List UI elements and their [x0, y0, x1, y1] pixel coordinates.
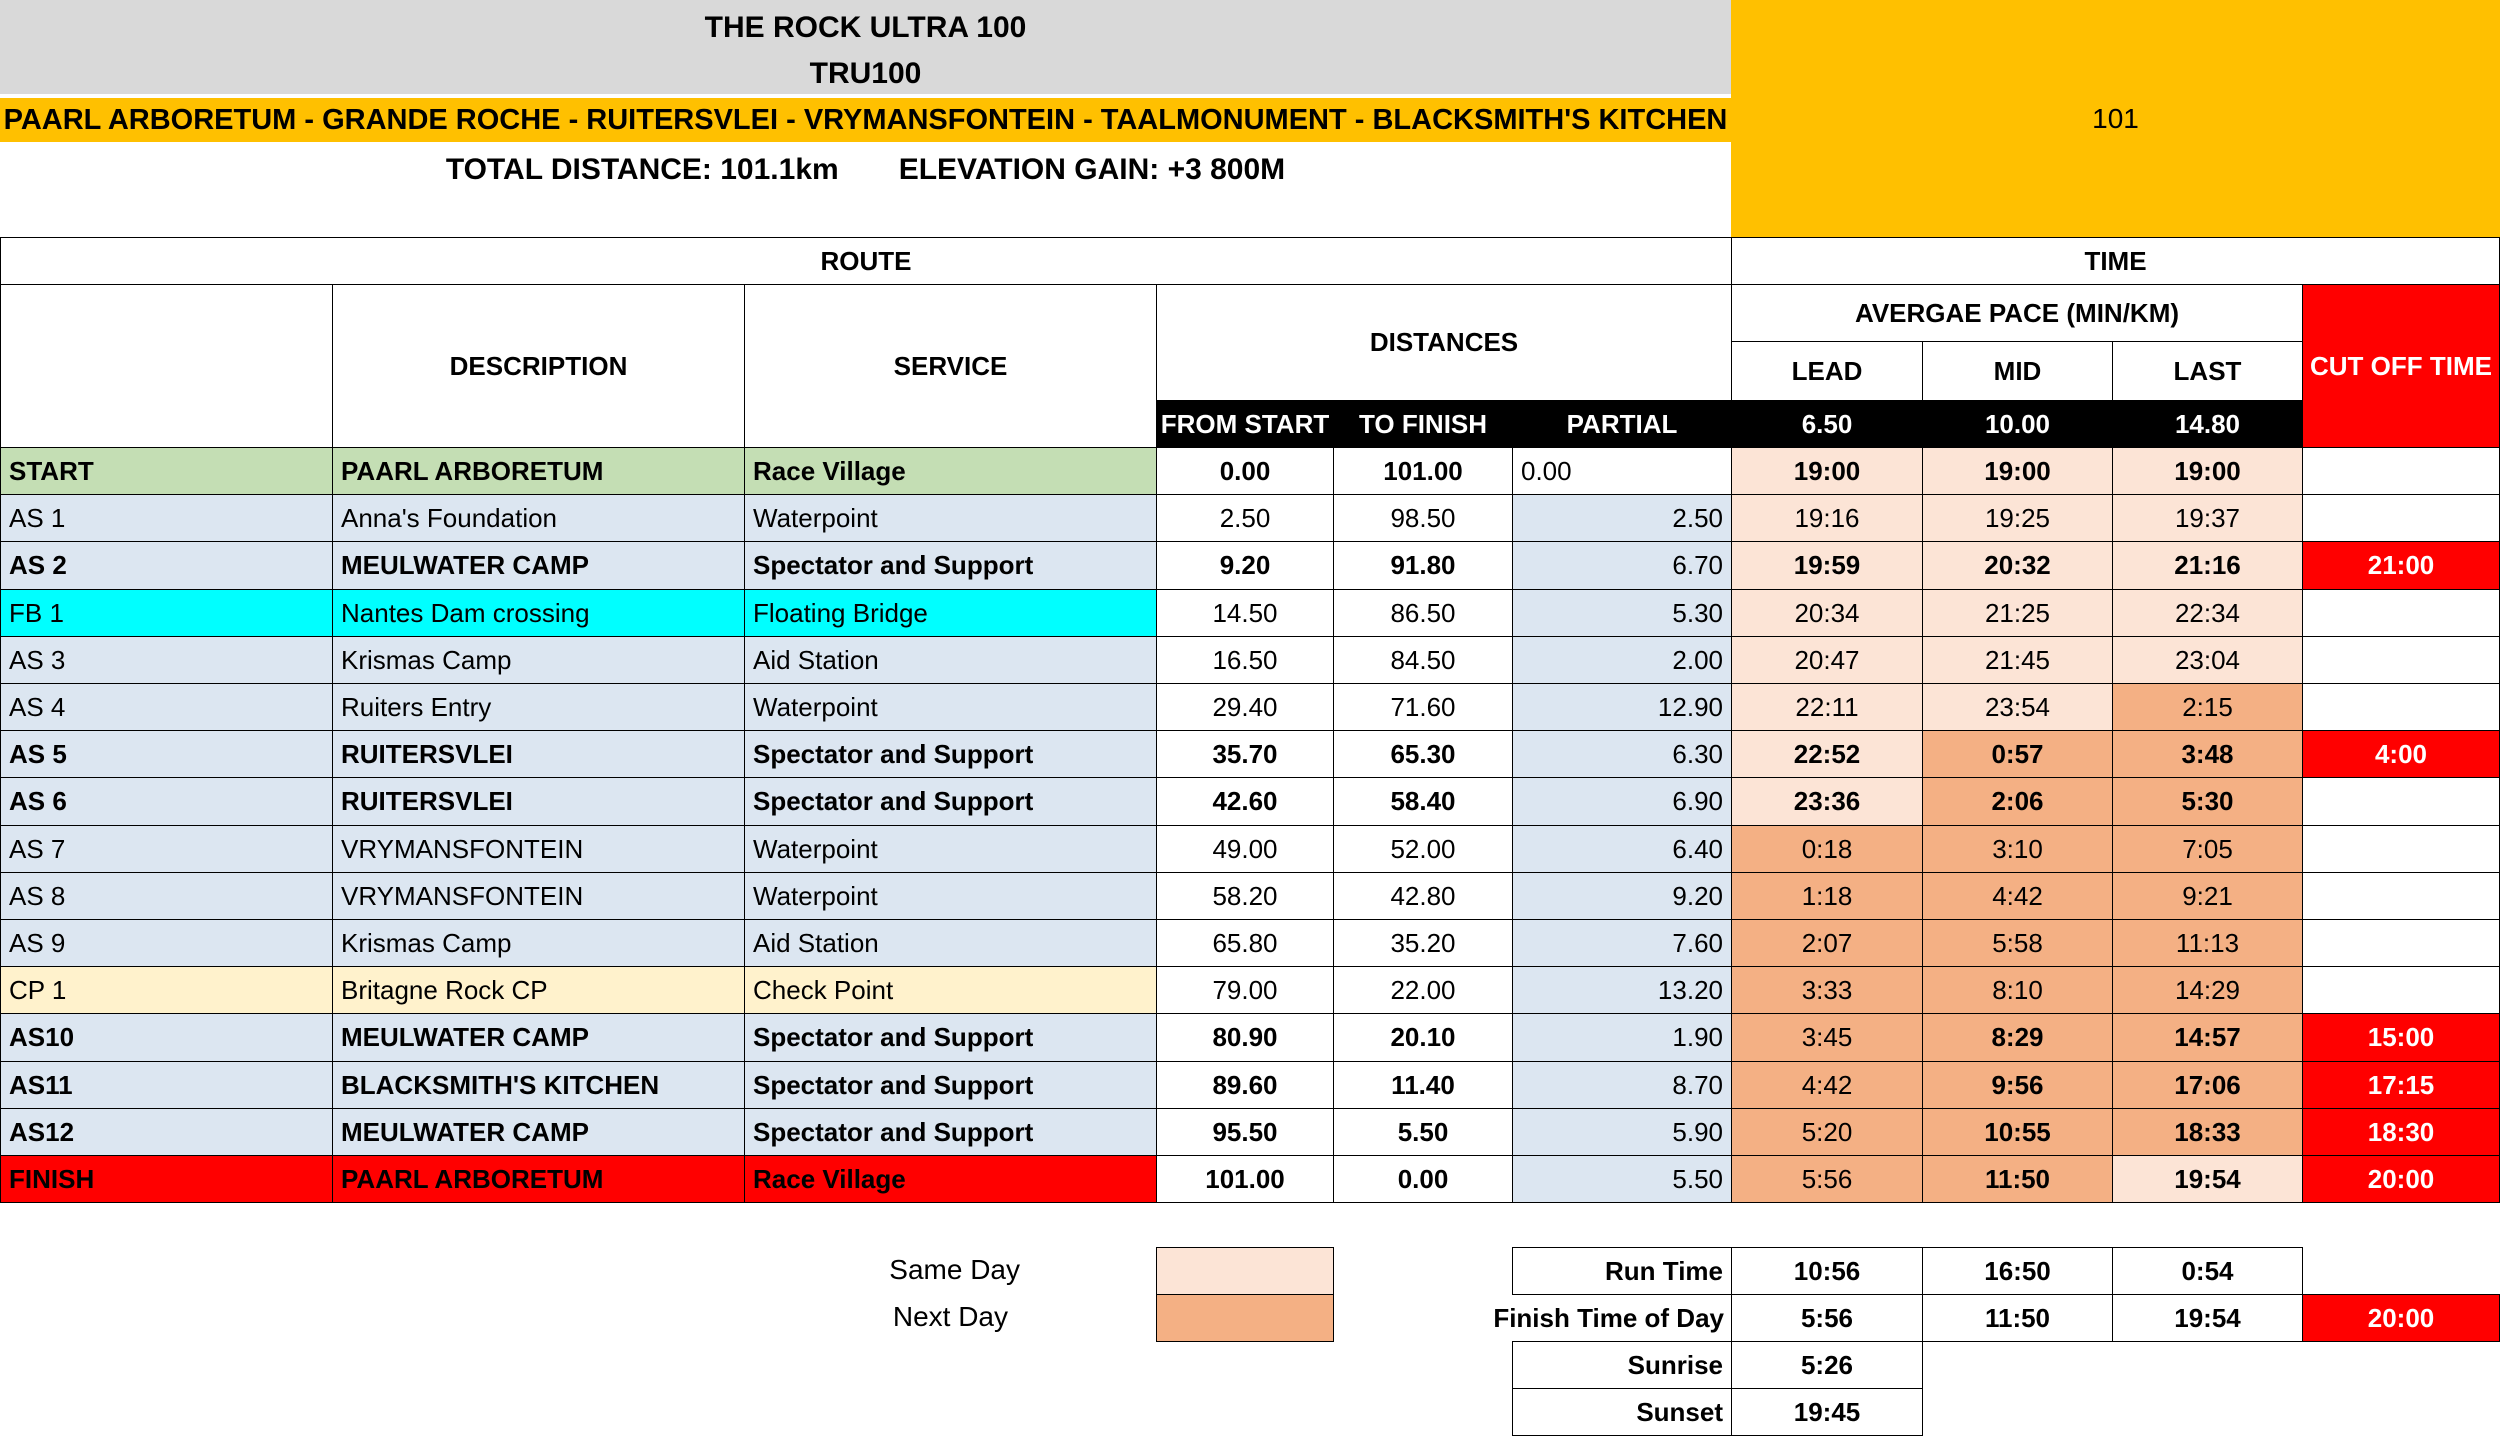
- cell-last: 19:37: [2112, 494, 2303, 542]
- cell-service: Spectator and Support: [744, 1108, 1157, 1156]
- elevation-gain: ELEVATION GAIN: +3 800M: [898, 153, 1286, 186]
- sunset-time: 19:45: [1731, 1388, 1923, 1436]
- cell-cutoff: [2302, 683, 2500, 731]
- cell-mid: 21:25: [1922, 589, 2113, 637]
- cell-from: 65.80: [1156, 919, 1334, 967]
- cell-from: 101.00: [1156, 1155, 1334, 1203]
- cell-mid: 9:56: [1922, 1061, 2113, 1109]
- cell-lead: 22:11: [1731, 683, 1923, 731]
- cell-lead: 20:34: [1731, 589, 1923, 637]
- last-header: LAST: [2112, 341, 2303, 401]
- cell-service: Waterpoint: [744, 872, 1157, 920]
- finish-time-last: 19:54: [2112, 1294, 2303, 1342]
- cell-desc: Nantes Dam crossing: [332, 589, 745, 637]
- cell-service: Spectator and Support: [744, 730, 1157, 778]
- cell-service: Spectator and Support: [744, 1013, 1157, 1062]
- cell-from: 14.50: [1156, 589, 1334, 637]
- cell-service: Spectator and Support: [744, 541, 1157, 590]
- cell-desc: Britagne Rock CP: [332, 966, 745, 1014]
- run-time-lead: 10:56: [1731, 1247, 1923, 1295]
- cell-desc: BLACKSMITH'S KITCHEN: [332, 1061, 745, 1109]
- cell-desc: MEULWATER CAMP: [332, 1108, 745, 1156]
- cell-cutoff: 20:00: [2302, 1155, 2500, 1203]
- cell-to: 42.80: [1333, 872, 1513, 920]
- cell-lead: 22:52: [1731, 730, 1923, 778]
- cell-cutoff: 18:30: [2302, 1108, 2500, 1156]
- pace-mid: 10.00: [1922, 400, 2113, 448]
- cell-lead: 3:45: [1731, 1013, 1923, 1062]
- from-start-header: FROM START: [1156, 400, 1334, 448]
- cell-mid: 21:45: [1922, 636, 2113, 684]
- cell-desc: RUITERSVLEI: [332, 730, 745, 778]
- cell-mid: 0:57: [1922, 730, 2113, 778]
- cell-id: AS 7: [0, 825, 333, 873]
- cell-to: 5.50: [1333, 1108, 1513, 1156]
- finish-time-lead: 5:56: [1731, 1294, 1923, 1342]
- cell-service: Aid Station: [744, 919, 1157, 967]
- legend-next-day-swatch: [1156, 1294, 1334, 1342]
- cell-id: START: [0, 447, 333, 495]
- cell-to: 98.50: [1333, 494, 1513, 542]
- cell-mid: 11:50: [1922, 1155, 2113, 1203]
- cell-lead: 19:16: [1731, 494, 1923, 542]
- cell-id: AS 4: [0, 683, 333, 731]
- cell-id: AS 1: [0, 494, 333, 542]
- sunrise-label: Sunrise: [1512, 1341, 1732, 1389]
- finish-time-label: Finish Time of Day: [1493, 1302, 1724, 1333]
- cell-id: AS 3: [0, 636, 333, 684]
- cutoff-header: CUT OFF TIME: [2302, 284, 2500, 448]
- cell-mid: 5:58: [1922, 919, 2113, 967]
- cell-service: Race Village: [744, 447, 1157, 495]
- cell-lead: 5:56: [1731, 1155, 1923, 1203]
- cell-cutoff: 4:00: [2302, 730, 2500, 778]
- cell-cutoff: [2302, 636, 2500, 684]
- cell-partial: 2.50: [1512, 494, 1732, 542]
- cell-id: CP 1: [0, 966, 333, 1014]
- cell-lead: 20:47: [1731, 636, 1923, 684]
- cell-mid: 4:42: [1922, 872, 2113, 920]
- blank-header: [0, 284, 333, 448]
- cell-to: 52.00: [1333, 825, 1513, 873]
- cell-mid: 10:55: [1922, 1108, 2113, 1156]
- cell-lead: 19:59: [1731, 541, 1923, 590]
- legend-same-day-swatch: [1156, 1247, 1334, 1295]
- finish-cutoff: 20:00: [2302, 1294, 2500, 1342]
- cell-id: AS10: [0, 1013, 333, 1062]
- cell-last: 7:05: [2112, 825, 2303, 873]
- cell-partial: 7.60: [1512, 919, 1732, 967]
- cell-id: AS 9: [0, 919, 333, 967]
- to-finish-header: TO FINISH: [1333, 400, 1513, 448]
- avg-pace-header: AVERGAE PACE (MIN/KM): [1731, 284, 2303, 342]
- cell-desc: RUITERSVLEI: [332, 777, 745, 826]
- cell-lead: 4:42: [1731, 1061, 1923, 1109]
- cell-service: Aid Station: [744, 636, 1157, 684]
- sunrise-time: 5:26: [1731, 1341, 1923, 1389]
- cell-from: 79.00: [1156, 966, 1334, 1014]
- cell-last: 23:04: [2112, 636, 2303, 684]
- cell-last: 19:54: [2112, 1155, 2303, 1203]
- cell-last: 22:34: [2112, 589, 2303, 637]
- cell-lead: 2:07: [1731, 919, 1923, 967]
- cell-partial: 2.00: [1512, 636, 1732, 684]
- race-number: 101: [2092, 102, 2139, 134]
- cell-partial: 13.20: [1512, 966, 1732, 1014]
- cell-desc: MEULWATER CAMP: [332, 1013, 745, 1062]
- cell-id: FB 1: [0, 589, 333, 637]
- stats-line: [0, 145, 1731, 195]
- cell-from: 0.00: [1156, 447, 1334, 495]
- cell-to: 22.00: [1333, 966, 1513, 1014]
- cell-desc: VRYMANSFONTEIN: [332, 825, 745, 873]
- cell-last: 11:13: [2112, 919, 2303, 967]
- cell-lead: 1:18: [1731, 872, 1923, 920]
- cell-id: AS 5: [0, 730, 333, 778]
- cell-cutoff: [2302, 919, 2500, 967]
- mid-header: MID: [1922, 341, 2113, 401]
- cell-last: 21:16: [2112, 541, 2303, 590]
- cell-id: AS 8: [0, 872, 333, 920]
- cell-desc: Krismas Camp: [332, 919, 745, 967]
- cell-from: 58.20: [1156, 872, 1334, 920]
- cell-from: 42.60: [1156, 777, 1334, 826]
- cell-lead: 23:36: [1731, 777, 1923, 826]
- cell-desc: Krismas Camp: [332, 636, 745, 684]
- cell-last: 14:57: [2112, 1013, 2303, 1062]
- cell-partial: 5.90: [1512, 1108, 1732, 1156]
- cell-to: 11.40: [1333, 1061, 1513, 1109]
- cell-partial: 1.90: [1512, 1013, 1732, 1062]
- cell-lead: 19:00: [1731, 447, 1923, 495]
- cell-to: 35.20: [1333, 919, 1513, 967]
- cell-partial: 5.50: [1512, 1155, 1732, 1203]
- cell-service: Race Village: [744, 1155, 1157, 1203]
- run-time-mid: 16:50: [1922, 1247, 2113, 1295]
- cell-cutoff: [2302, 966, 2500, 1014]
- cell-from: 2.50: [1156, 494, 1334, 542]
- cell-cutoff: [2302, 589, 2500, 637]
- cell-service: Spectator and Support: [744, 1061, 1157, 1109]
- cell-service: Floating Bridge: [744, 589, 1157, 637]
- cell-mid: 8:29: [1922, 1013, 2113, 1062]
- cell-from: 29.40: [1156, 683, 1334, 731]
- cell-cutoff: [2302, 494, 2500, 542]
- cell-cutoff: [2302, 825, 2500, 873]
- cell-to: 86.50: [1333, 589, 1513, 637]
- cell-to: 65.30: [1333, 730, 1513, 778]
- pace-lead: 6.50: [1731, 400, 1923, 448]
- legend-same-day-label: Same Day: [889, 1254, 1020, 1285]
- cell-id: AS 2: [0, 541, 333, 590]
- cell-partial: 6.40: [1512, 825, 1732, 873]
- cell-mid: 2:06: [1922, 777, 2113, 826]
- cell-cutoff: [2302, 872, 2500, 920]
- cell-to: 71.60: [1333, 683, 1513, 731]
- cell-lead: 5:20: [1731, 1108, 1923, 1156]
- cell-mid: 19:25: [1922, 494, 2113, 542]
- service-header: SERVICE: [744, 284, 1157, 448]
- cell-to: 84.50: [1333, 636, 1513, 684]
- total-distance: TOTAL DISTANCE: 101.1km: [445, 153, 839, 186]
- cell-last: 14:29: [2112, 966, 2303, 1014]
- cell-partial: 12.90: [1512, 683, 1732, 731]
- lead-header: LEAD: [1731, 341, 1923, 401]
- cell-service: Waterpoint: [744, 825, 1157, 873]
- cell-cutoff: [2302, 777, 2500, 826]
- cell-last: 19:00: [2112, 447, 2303, 495]
- cell-from: 80.90: [1156, 1013, 1334, 1062]
- cell-service: Check Point: [744, 966, 1157, 1014]
- cell-cutoff: 21:00: [2302, 541, 2500, 590]
- cell-cutoff: [2302, 447, 2500, 495]
- cell-cutoff: 15:00: [2302, 1013, 2500, 1062]
- cell-mid: 23:54: [1922, 683, 2113, 731]
- cell-partial: 8.70: [1512, 1061, 1732, 1109]
- cell-desc: PAARL ARBORETUM: [332, 1155, 745, 1203]
- cell-desc: PAARL ARBORETUM: [332, 447, 745, 495]
- cell-lead: 0:18: [1731, 825, 1923, 873]
- cell-last: 9:21: [2112, 872, 2303, 920]
- cell-partial: 6.90: [1512, 777, 1732, 826]
- cell-to: 58.40: [1333, 777, 1513, 826]
- distances-header: DISTANCES: [1156, 284, 1732, 401]
- cell-from: 35.70: [1156, 730, 1334, 778]
- cell-to: 0.00: [1333, 1155, 1513, 1203]
- cell-last: 18:33: [2112, 1108, 2303, 1156]
- cell-id: FINISH: [0, 1155, 333, 1203]
- legend-next-day-label: Next Day: [892, 1301, 1008, 1332]
- cell-last: 3:48: [2112, 730, 2303, 778]
- cell-desc: Anna's Foundation: [332, 494, 745, 542]
- cell-mid: 19:00: [1922, 447, 2113, 495]
- cell-partial: 6.70: [1512, 541, 1732, 590]
- run-time-last: 0:54: [2112, 1247, 2303, 1295]
- cell-last: 2:15: [2112, 683, 2303, 731]
- cell-id: AS11: [0, 1061, 333, 1109]
- cell-id: AS12: [0, 1108, 333, 1156]
- cell-from: 49.00: [1156, 825, 1334, 873]
- cell-to: 91.80: [1333, 541, 1513, 590]
- race-code: TRU100: [809, 57, 922, 90]
- cell-mid: 20:32: [1922, 541, 2113, 590]
- cell-partial: 9.20: [1512, 872, 1732, 920]
- cell-partial: 6.30: [1512, 730, 1732, 778]
- description-header: DESCRIPTION: [332, 284, 745, 448]
- cell-service: Waterpoint: [744, 683, 1157, 731]
- cell-last: 17:06: [2112, 1061, 2303, 1109]
- cell-mid: 3:10: [1922, 825, 2113, 873]
- time-header: TIME: [1731, 237, 2500, 285]
- cell-desc: VRYMANSFONTEIN: [332, 872, 745, 920]
- cell-from: 95.50: [1156, 1108, 1334, 1156]
- cell-from: 9.20: [1156, 541, 1334, 590]
- partial-header: PARTIAL: [1512, 400, 1732, 448]
- cell-last: 5:30: [2112, 777, 2303, 826]
- sunset-label: Sunset: [1512, 1388, 1732, 1436]
- cell-from: 89.60: [1156, 1061, 1334, 1109]
- race-number-box: [1731, 0, 2500, 237]
- cell-mid: 8:10: [1922, 966, 2113, 1014]
- pace-last: 14.80: [2112, 400, 2303, 448]
- route-header: ROUTE: [0, 237, 1732, 285]
- cell-partial: 0.00: [1512, 447, 1732, 495]
- finish-time-mid: 11:50: [1922, 1294, 2113, 1342]
- cell-from: 16.50: [1156, 636, 1334, 684]
- route-summary: PAARL ARBORETUM - GRANDE ROCHE - RUITERSVLEI - VRYMANSFONTEIN - TAALMONUMENT - BLACKSMITH'S KITCHEN: [0, 98, 1731, 142]
- page-title: THE ROCK ULTRA 100: [704, 11, 1027, 44]
- cell-desc: Ruiters Entry: [332, 683, 745, 731]
- cell-to: 20.10: [1333, 1013, 1513, 1062]
- cell-cutoff: 17:15: [2302, 1061, 2500, 1109]
- cell-to: 101.00: [1333, 447, 1513, 495]
- cell-service: Spectator and Support: [744, 777, 1157, 826]
- cell-lead: 3:33: [1731, 966, 1923, 1014]
- cell-desc: MEULWATER CAMP: [332, 541, 745, 590]
- run-time-label: Run Time: [1512, 1247, 1732, 1295]
- cell-partial: 5.30: [1512, 589, 1732, 637]
- cell-id: AS 6: [0, 777, 333, 826]
- cell-service: Waterpoint: [744, 494, 1157, 542]
